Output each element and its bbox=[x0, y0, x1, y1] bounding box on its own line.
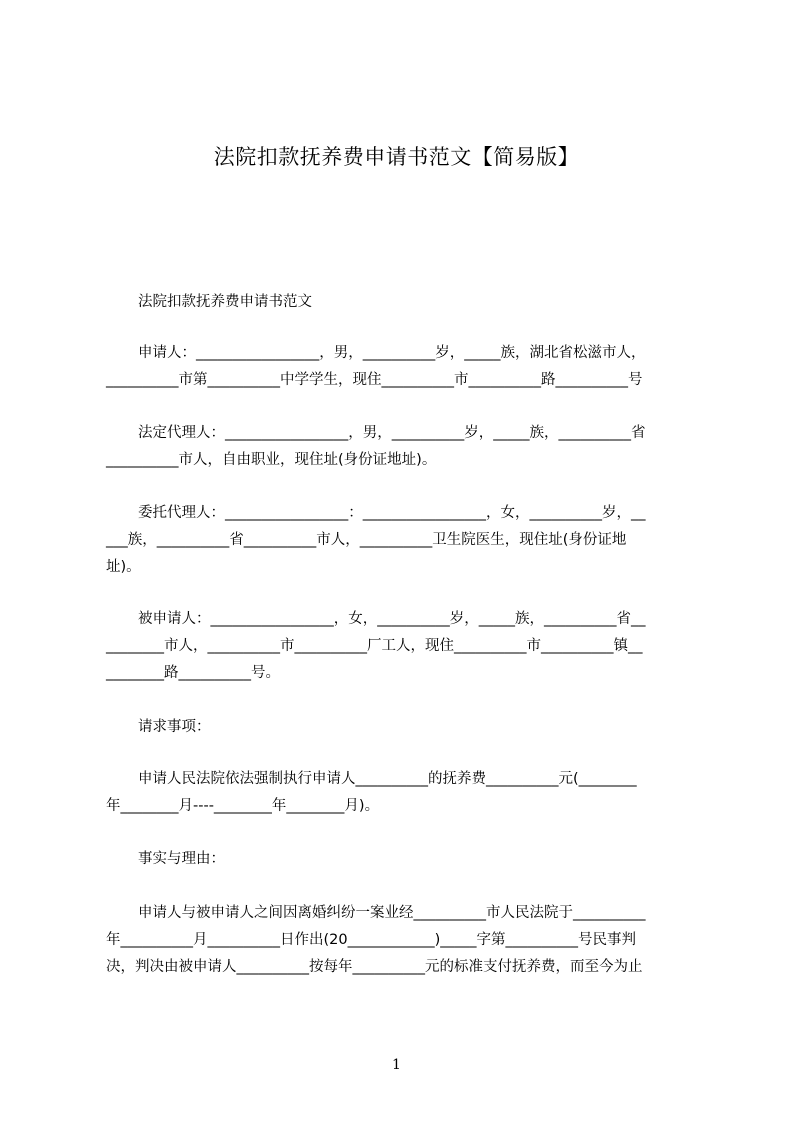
claims-line-1: 申请人民法院依法强制执行申请人__________的抚养费__________元(________ bbox=[138, 771, 637, 787]
facts-heading bbox=[106, 846, 702, 873]
applicant-line-1: 申请人：_________________，男，__________岁，_____族，湖北省松滋市人， bbox=[138, 345, 646, 361]
facts-heading-text: 事实与理由： bbox=[138, 851, 225, 867]
legal-agent-paragraph bbox=[106, 420, 702, 474]
applicant-line-2: __________市第__________中学学生，现住__________市__________路__________号 bbox=[106, 372, 643, 388]
facts-line-3: 决，判决由被申请人__________按每年__________元的标准支付抚养费，而至今为止 bbox=[106, 959, 643, 975]
facts-paragraph bbox=[106, 900, 702, 981]
subtitle-line: 法院扣款抚养费申请书范文 bbox=[138, 294, 312, 310]
respondent-line-2: ________市人，__________市__________厂工人，现住__________市__________镇__ bbox=[106, 638, 643, 654]
respondent-paragraph bbox=[106, 606, 702, 687]
applicant-paragraph bbox=[106, 340, 702, 394]
claims-heading bbox=[106, 714, 702, 741]
entrusted-agent-line-2: ___族，__________省__________市人，__________卫生院医生，现住址(身份证地 bbox=[106, 532, 627, 548]
entrusted-agent-line-1: 委托代理人：_________________：_________________，女，__________岁，__ bbox=[138, 505, 646, 521]
claims-heading-text: 请求事项： bbox=[138, 719, 211, 735]
document-title: 法院扣款抚养费申请书范文【简易版】 bbox=[213, 145, 580, 169]
legal-agent-line-1: 法定代理人：_________________，男，__________岁，_____族，__________省 bbox=[138, 425, 646, 441]
facts-line-2: 年__________月__________日作出(20____________)_____字第__________号民事判 bbox=[106, 932, 637, 948]
legal-agent-line-2: __________市人，自由职业，现住址(身份证地址)。 bbox=[106, 452, 437, 468]
entrusted-agent-line-3: 址)。 bbox=[106, 559, 141, 575]
page-number: 1 bbox=[392, 1057, 401, 1073]
entrusted-agent-paragraph bbox=[106, 500, 702, 581]
claims-line-2: 年________月----________年________月)。 bbox=[106, 798, 380, 814]
document-subtitle bbox=[106, 289, 702, 316]
respondent-line-1: 被申请人：_________________，女，__________岁，_____族，__________省__ bbox=[138, 611, 646, 627]
claims-paragraph bbox=[106, 766, 702, 820]
respondent-line-3: ________路__________号。 bbox=[106, 665, 280, 681]
facts-line-1: 申请人与被申请人之间因离婚纠纷一案业经__________市人民法院于__________ bbox=[138, 905, 646, 921]
